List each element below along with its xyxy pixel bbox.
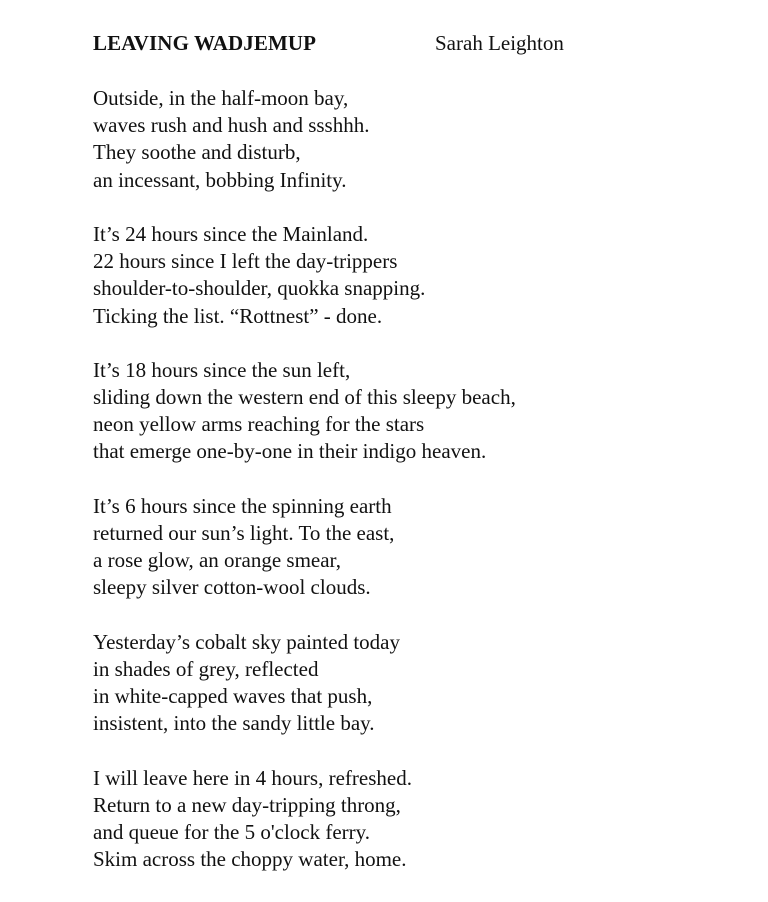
poem-author: Sarah Leighton [435,31,564,55]
poem-line: insistent, into the sandy little bay. [93,711,375,736]
poem-line: neon yellow arms reaching for the stars [93,412,425,437]
poem-line: It’s 18 hours since the sun left, [93,357,351,382]
poem-line: an incessant, bobbing Infinity. [93,167,347,192]
poem-line: They soothe and disturb, [93,140,301,165]
poem-line: 22 hours since I left the day-trippers [93,249,398,274]
poem-line: Ticking the list. “Rottnest” - done. [93,303,383,328]
poem-body [93,85,733,901]
poem-line: shoulder-to-shoulder, quokka snapping. [93,276,426,301]
poem-line: that emerge one-by-one in their indigo heaven. [93,439,487,464]
stanza [93,493,733,602]
stanza [93,85,733,194]
poem-header [93,30,693,58]
poem-line: It’s 6 hours since the spinning earth [93,493,392,518]
poem-line: a rose glow, an orange smear, [93,548,341,573]
stanza [93,629,733,738]
poem-line: sliding down the western end of this sleepy beach, [93,385,516,410]
poem-line: Return to a new day-tripping throng, [93,792,401,817]
stanza [93,765,733,874]
poem-line: and queue for the 5 o'clock ferry. [93,820,371,845]
poem-title: LEAVING WADJEMUP [93,31,317,55]
poem-line: returned our sun’s light. To the east, [93,521,395,545]
poem-line: sleepy silver cotton-wool clouds. [93,575,371,600]
stanza [93,357,733,466]
poem-line: Outside, in the half-moon bay, [93,86,349,110]
poem-line: Skim across the choppy water, home. [93,847,407,872]
poem-line: I will leave here in 4 hours, refreshed. [93,765,412,790]
poem-line: It’s 24 hours since the Mainland. [93,221,369,246]
poem-line: in white-capped waves that push, [93,684,373,709]
poem-line: waves rush and hush and ssshhh. [93,113,370,138]
poem-line: in shades of grey, reflected [93,656,319,681]
poem-line: Yesterday’s cobalt sky painted today [93,629,400,654]
stanza [93,221,733,330]
